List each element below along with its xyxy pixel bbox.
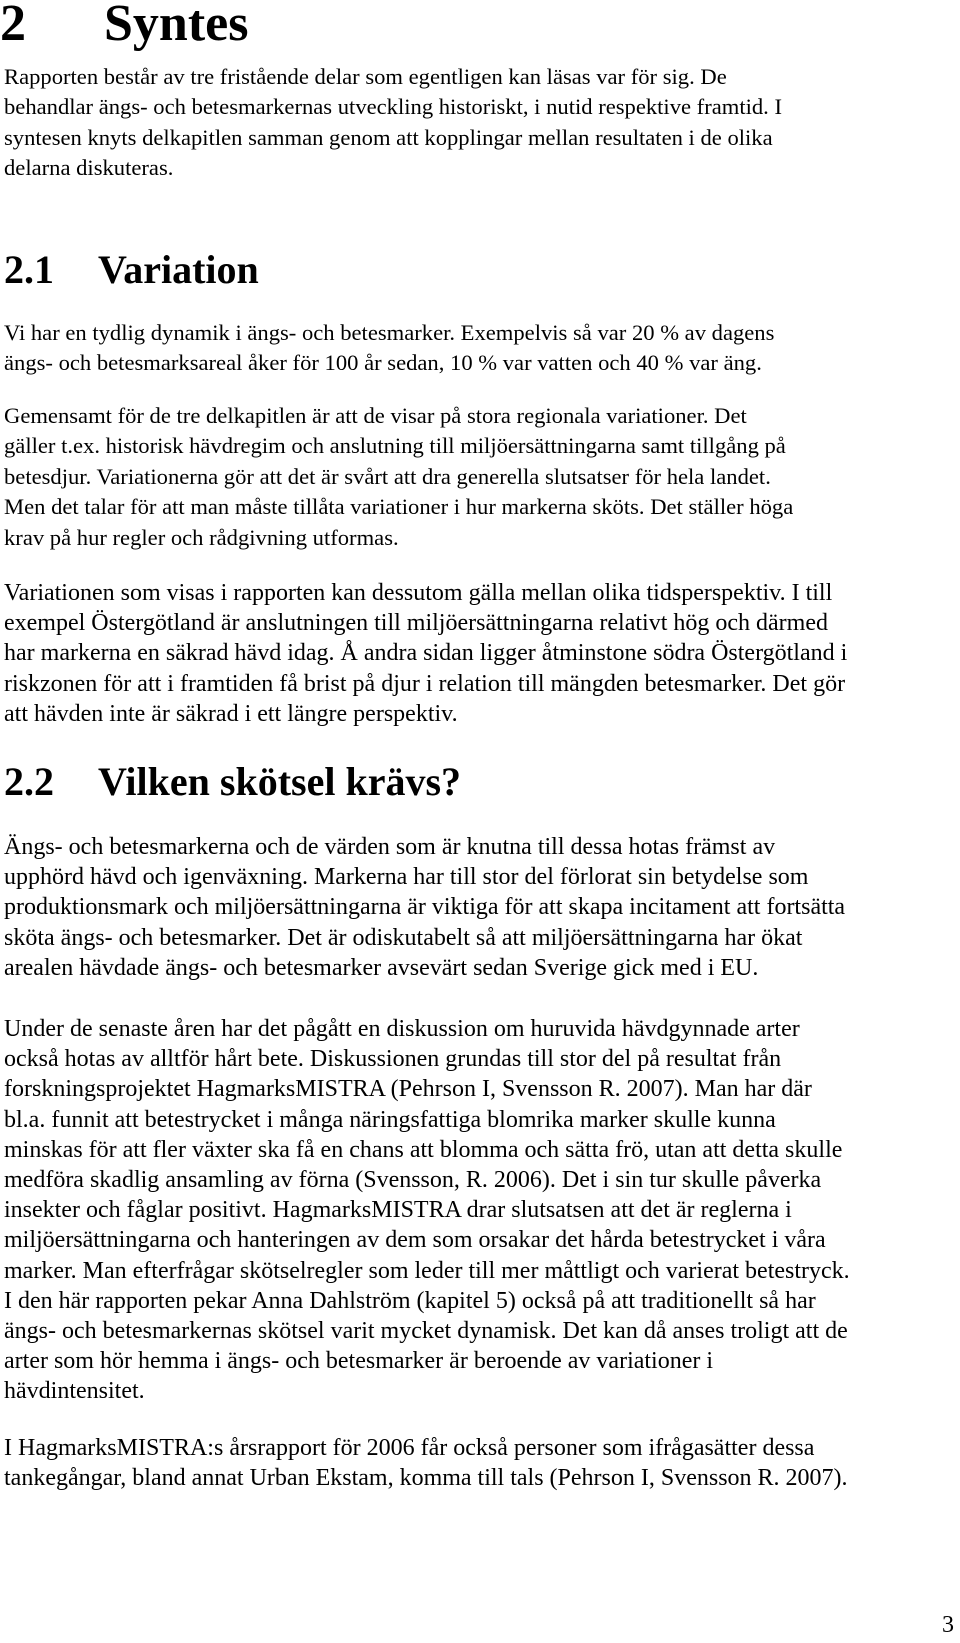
text-line: Under de senaste åren har det pågått en diskussion om huruvida hävdgynnade arter [4,1016,800,1042]
text-line: krav på hur regler och rådgivning utformas. [4,524,399,550]
text-line: Vi har en tydlig dynamik i ängs- och betesmarker. Exempelvis så var 20 % av dagens [4,320,775,345]
variation-paragraph-2 [4,401,793,553]
text-line: riskzonen för att i framtiden få brist på djur i relation till mängden betesmarker. Det gör [4,670,846,697]
subsection-heading-variation [4,246,259,294]
text-line: minskas för att fler växter ska få en chans att blomma och sätta frö, utan att detta skulle [4,1136,843,1163]
text-line: hävdintensitet. [4,1378,145,1405]
text-line: I den här rapporten pekar Anna Dahlström (kapitel 5) också på att traditionellt så har [4,1287,816,1314]
section-number: 2 [0,0,26,52]
text-line: insekter och fåglar positivt. HagmarksMISTRA drar slutsatsen att det är reglerna i [4,1197,792,1224]
text-line: också hotas av alltför hårt bete. Diskussionen grundas till stor del på resultat från [4,1046,782,1073]
section-title: Syntes [104,0,249,52]
text-line: att hävden inte är säkrad i ett längre perspektiv. [4,700,458,727]
intro-paragraph [4,62,782,184]
text-line: exempel Östergötland är anslutningen till miljöersättningarna relativt hög och därmed [4,610,828,637]
text-line: Gemensamt för de tre delkapitlen är att de visar på stora regionala variationer. Det [4,403,747,428]
text-line: Variationen som visas i rapporten kan dessutom gälla mellan olika tidsperspektiv. I till [4,580,833,606]
subsection-number: 2.2 [4,759,54,804]
page-number: 3 [942,1612,954,1638]
text-line: arter som hör hemma i ängs- och betesmarker är beroende av variationer i [4,1348,714,1375]
subsection-title: Variation [98,247,259,292]
text-line: sköta ängs- och betesmarker. Det är odiskutabelt så att miljöersättningarna har ökat [4,924,803,951]
text-line: betesdjur. Variationerna gör att det är svårt att dra generella slutsatser för hela landet. [4,463,771,489]
text-line: gäller t.ex. historisk hävdregim och anslutning till miljöersättningarna samt tillgång på [4,433,786,459]
text-line: I HagmarksMISTRA:s årsrapport för 2006 får också personer som ifrågasätter dessa [4,1435,815,1461]
subsection-number: 2.1 [4,247,54,292]
skotsel-paragraph-1 [4,832,845,983]
text-line: arealen hävdade ängs- och betesmarker avsevärt sedan Sverige gick med i EU. [4,954,759,981]
skotsel-paragraph-3 [4,1433,848,1493]
text-line: delarna diskuteras. [4,155,174,181]
text-line: ängs- och betesmarkernas skötsel varit mycket dynamisk. Det kan då anses troligt att de [4,1318,848,1345]
text-line: marker. Man efterfrågar skötselregler som leder till mer måttligt och varierat betestryck. [4,1257,850,1284]
subsection-title: Vilken skötsel krävs? [98,759,462,804]
text-line: Men det talar för att man måste tillåta variationer i hur markerna sköts. Det ställer höga [4,494,794,520]
text-line: upphörd hävd och igenväxning. Markerna har till stor del förlorat sin betydelse som [4,864,809,891]
text-line: behandlar ängs- och betesmarkernas utveckling historiskt, i nutid respektive framtid. I [4,94,783,120]
text-line: miljöersättningarna och hanteringen av dem som orsakar det hårda betestrycket i våra [4,1227,826,1254]
text-line: Rapporten består av tre fristående delar som egentligen kan läsas var för sig. De [4,64,727,89]
text-line: tankegångar, bland annat Urban Ekstam, komma till tals (Pehrson I, Svensson R. 2007). [4,1465,848,1492]
text-line: produktionsmark och miljöersättningarna är viktiga för att skapa incitament att fortsätta [4,894,846,921]
variation-paragraph-3 [4,578,847,729]
text-line: bl.a. funnit att betestrycket i många näringsfattiga blomrika marker skulle kunna [4,1106,776,1133]
text-line: ängs- och betesmarksareal åker för 100 år sedan, 10 % var vatten och 40 % var äng. [4,350,762,376]
section-heading [0,0,248,54]
text-line: har markerna en säkrad hävd idag. Å andra sidan ligger åtminstone södra Östergötland i [4,640,848,667]
text-line: medföra skadlig ansamling av förna (Svensson, R. 2006). Det i sin tur skulle påverka [4,1167,822,1194]
variation-paragraph-1 [4,318,774,379]
text-line: Ängs- och betesmarkerna och de värden som är knutna till dessa hotas främst av [4,834,776,860]
text-line: syntesen knyts delkapitlen samman genom att kopplingar mellan resultaten i de olika [4,124,773,150]
skotsel-paragraph-2 [4,1014,850,1407]
subsection-heading-skotsel [4,758,461,806]
text-line: forskningsprojektet HagmarksMISTRA (Pehrson I, Svensson R. 2007). Man har där [4,1076,812,1103]
